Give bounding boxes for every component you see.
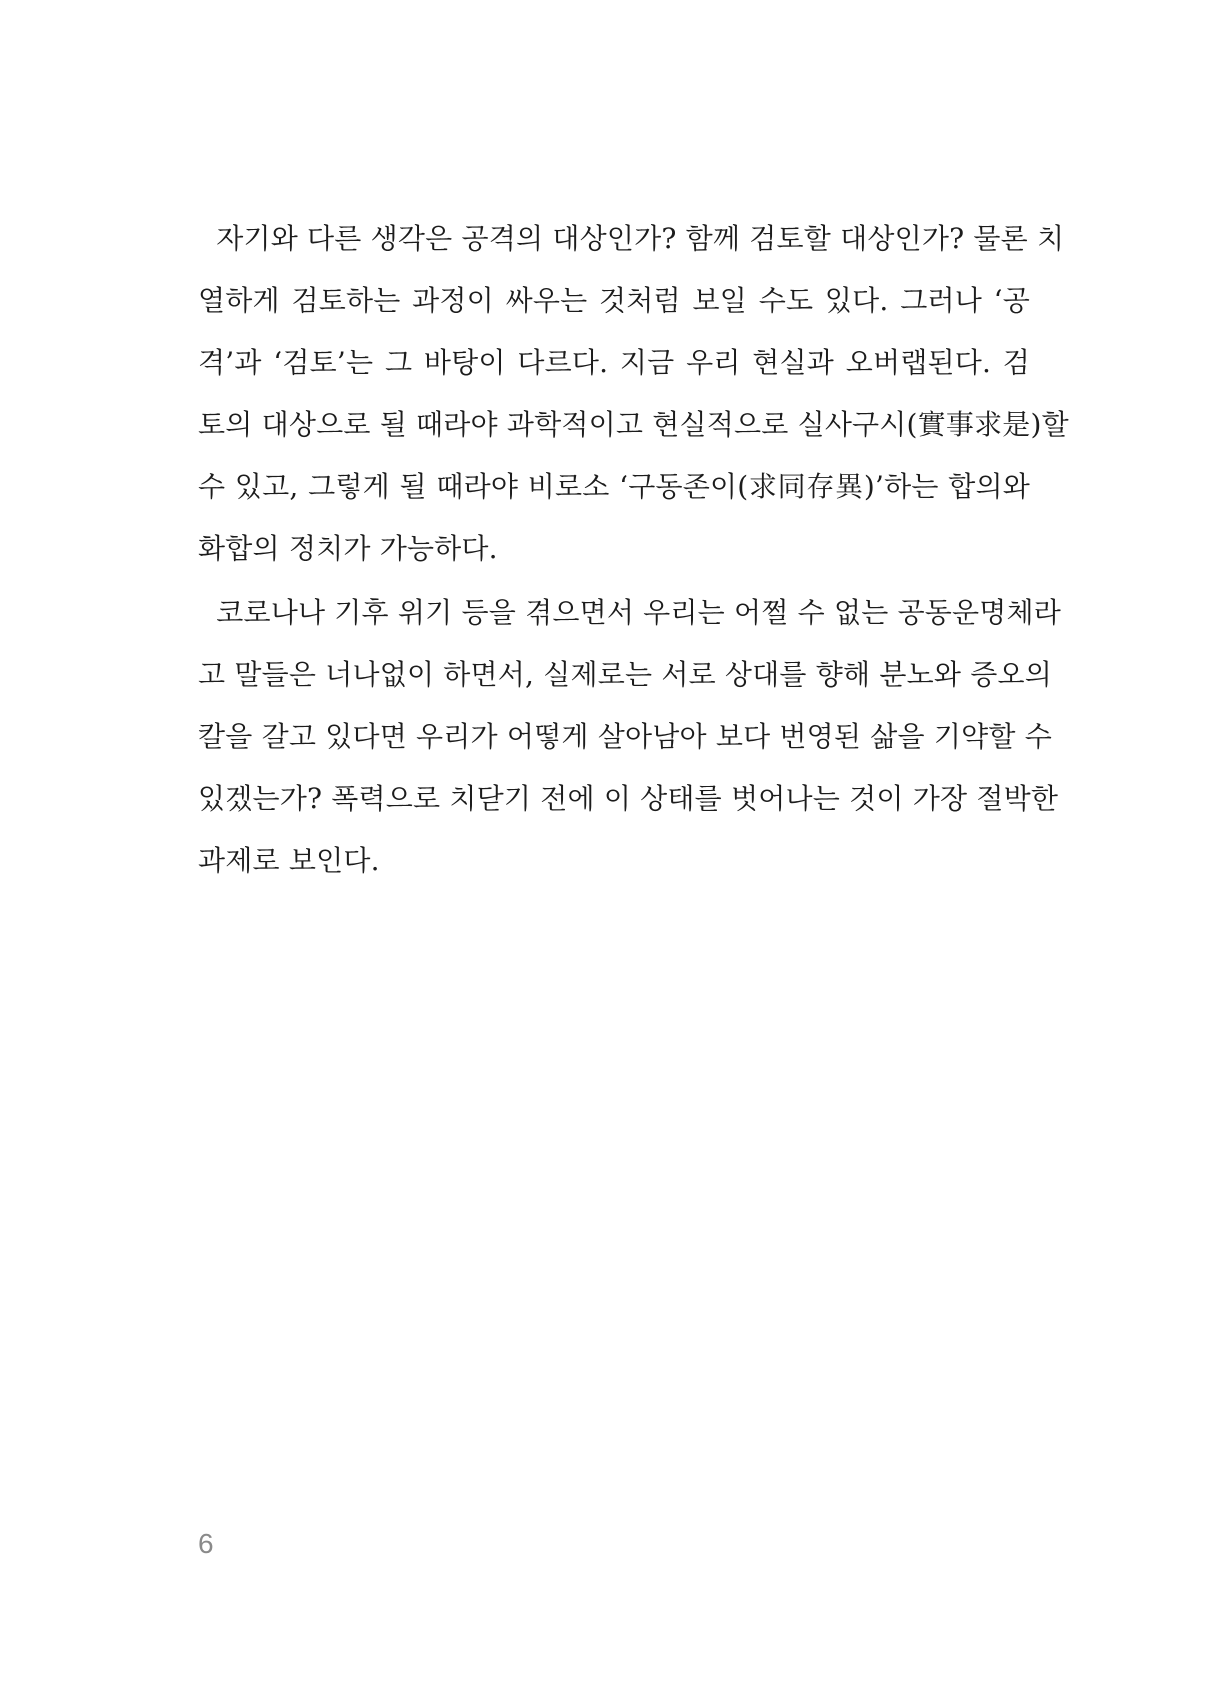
text-line: 있겠는가? 폭력으로 치닫기 전에 이 상태를 벗어나는 것이 가장 절박한	[198, 782, 1059, 815]
text-line: 칼을 갈고 있다면 우리가 어떻게 살아남아 보다 번영된 삶을 기약할 수	[198, 720, 1052, 753]
text-line: 수 있고, 그렇게 될 때라야 비로소 ‘구동존이(求同存異)’하는 합의와	[198, 470, 1030, 503]
text-line: 열하게 검토하는 과정이 싸우는 것처럼 보일 수도 있다. 그러나 ‘공	[198, 284, 1030, 317]
text-line: 코로나나 기후 위기 등을 겪으면서 우리는 어쩔 수 없는 공동운명체라	[198, 596, 1062, 629]
text-line: 고 말들은 너나없이 하면서, 실제로는 서로 상대를 향해 분노와 증오의	[198, 658, 1052, 691]
text-line: 자기와 다른 생각은 공격의 대상인가? 함께 검토할 대상인가? 물론 치	[198, 222, 1065, 255]
text-line: 격’과 ‘검토’는 그 바탕이 다르다. 지금 우리 현실과 오버랩된다. 검	[198, 346, 1030, 379]
page-number: 6	[198, 1528, 214, 1559]
text-line: 과제로 보인다.	[198, 844, 380, 877]
text-line: 토의 대상으로 될 때라야 과학적이고 현실적으로 실사구시(實事求是)할	[198, 408, 1069, 441]
paragraph-1	[198, 208, 1069, 580]
text-line: 화합의 정치가 가능하다.	[198, 532, 498, 565]
paragraph-2	[198, 582, 1062, 892]
